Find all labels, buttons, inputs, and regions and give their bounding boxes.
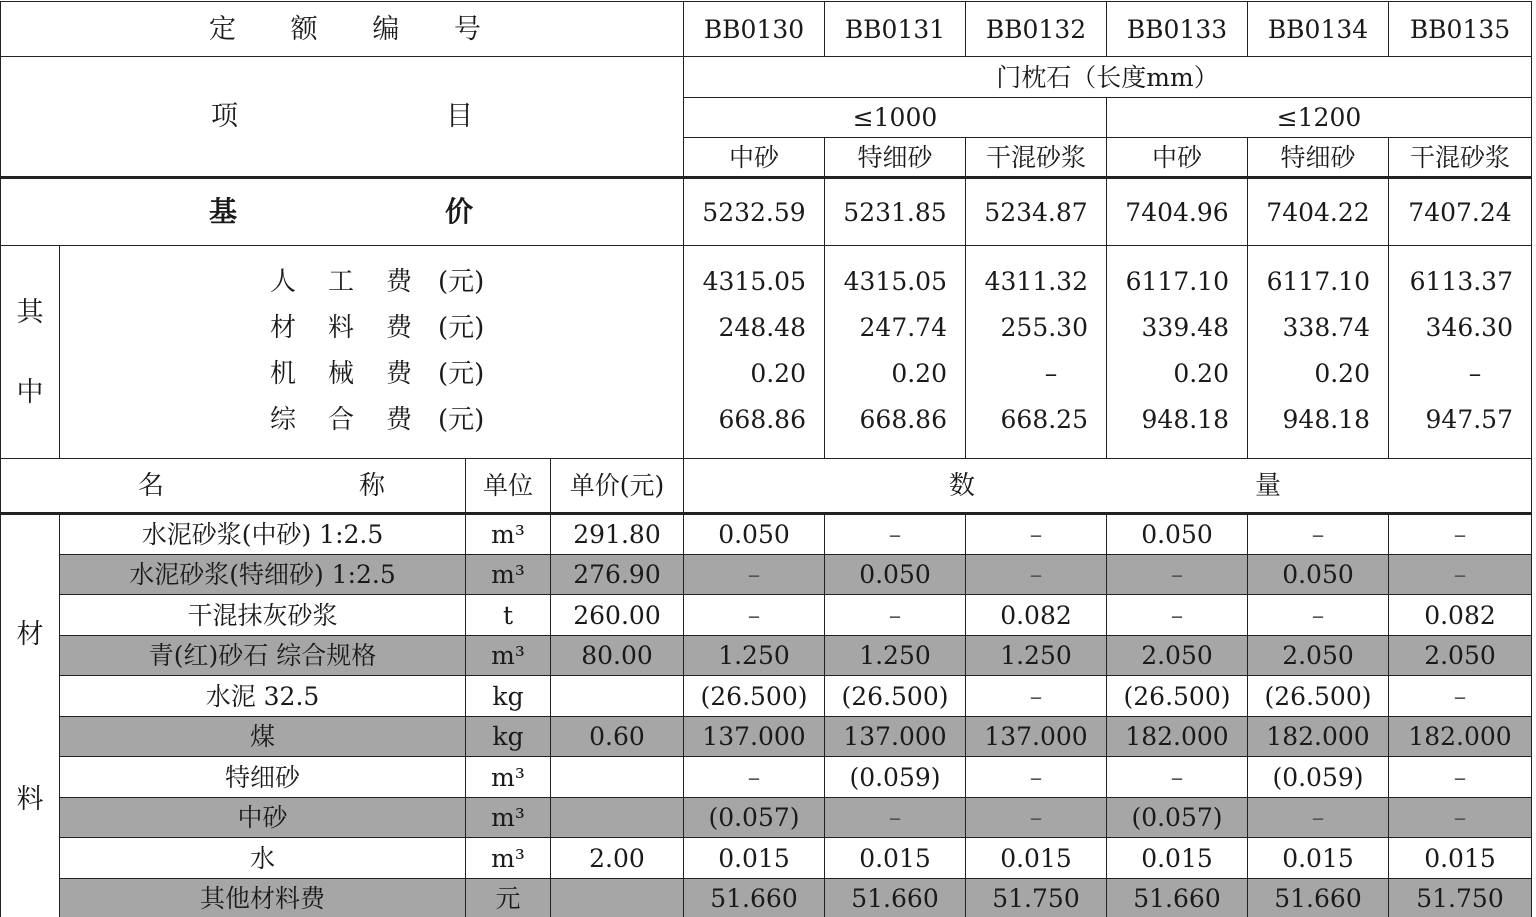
fee-value: 0.20	[891, 359, 947, 388]
fee-value: 338.74	[1282, 313, 1370, 342]
material-qty: 51.660	[825, 879, 966, 917]
material-qty: –	[1389, 514, 1532, 555]
material-qty: 0.015	[684, 838, 825, 879]
material-price: 276.90	[551, 555, 684, 595]
material-price: 291.80	[551, 514, 684, 555]
base-price-value: 7407.24	[1389, 178, 1532, 246]
group-title: 门枕石（长度mm）	[684, 57, 1532, 98]
material-price	[551, 757, 684, 798]
material-qty: –	[1248, 798, 1389, 838]
base-price-label-char: 基	[209, 195, 238, 228]
material-qty: 0.015	[825, 838, 966, 879]
sand-type: 特细砂	[825, 138, 966, 178]
quota-code: BB0131	[825, 2, 966, 57]
item-row-1	[1, 57, 1532, 98]
length-group: ≤1200	[1107, 98, 1532, 138]
fee-value: 255.30	[1000, 313, 1088, 342]
material-qty: 0.050	[684, 514, 825, 555]
quota-table	[0, 1, 1532, 917]
fee-value: 0.20	[1173, 359, 1229, 388]
material-name: 水泥砂浆(特细砂) 1:2.5	[60, 555, 466, 595]
name-header-cell	[1, 459, 466, 514]
material-qty: 51.750	[966, 879, 1107, 917]
fee-value: 6117.10	[1266, 267, 1370, 296]
base-price-label	[1, 195, 683, 228]
length-group: ≤1000	[684, 98, 1107, 138]
material-name: 中砂	[60, 798, 466, 838]
material-qty: 1.250	[684, 636, 825, 676]
fee-value: 668.86	[718, 405, 806, 434]
item-label	[1, 103, 683, 130]
code-label-char: 编	[372, 13, 400, 45]
name-header-char: 称	[358, 470, 385, 501]
material-qty: (0.057)	[1107, 798, 1248, 838]
material-qty: 51.660	[1248, 879, 1389, 917]
material-qty: (26.500)	[825, 676, 966, 717]
item-label-cell	[1, 57, 684, 178]
code-label-char: 额	[290, 13, 318, 45]
material-qty: (26.500)	[1248, 676, 1389, 717]
material-unit: m³	[466, 514, 551, 555]
materials-side-char: 料	[16, 783, 44, 815]
material-qty: –	[1107, 757, 1248, 798]
fee-name-material: 材 料 费 (元)	[269, 313, 485, 343]
quota-code: BB0134	[1248, 2, 1389, 57]
breakdown-column	[825, 246, 966, 459]
material-qty: –	[1389, 676, 1532, 717]
material-qty: 2.050	[1107, 636, 1248, 676]
material-qty: –	[1248, 514, 1389, 555]
material-row	[1, 595, 1532, 636]
material-qty: (0.057)	[684, 798, 825, 838]
material-qty: 0.082	[966, 595, 1107, 636]
material-qty: (26.500)	[684, 676, 825, 717]
fee-value: 0.20	[750, 359, 806, 388]
breakdown-column	[1389, 246, 1532, 459]
breakdown-side-char: 中	[16, 376, 44, 408]
material-name: 干混抹灰砂浆	[60, 595, 466, 636]
fee-value: 948.18	[1282, 405, 1370, 434]
material-qty: –	[1107, 555, 1248, 595]
material-unit: m³	[466, 798, 551, 838]
material-unit: kg	[466, 717, 551, 757]
material-row	[1, 555, 1532, 595]
fee-value: 948.18	[1141, 405, 1229, 434]
unit-header: 单位	[466, 459, 551, 514]
material-row	[1, 717, 1532, 757]
material-qty: –	[966, 555, 1107, 595]
material-qty: –	[966, 514, 1107, 555]
price-header: 单价(元)	[551, 459, 684, 514]
material-row	[1, 879, 1532, 917]
material-qty: 0.015	[1107, 838, 1248, 879]
name-header	[1, 470, 465, 501]
material-qty: 0.050	[825, 555, 966, 595]
item-label-char: 目	[446, 101, 473, 132]
code-row	[1, 2, 1532, 57]
fee-value: 4311.32	[984, 267, 1088, 296]
code-label-cell	[1, 2, 684, 57]
material-row	[1, 514, 1532, 555]
breakdown-column	[966, 246, 1107, 459]
material-price: 2.00	[551, 838, 684, 879]
base-price-value: 5234.87	[966, 178, 1107, 246]
base-price-value: 5232.59	[684, 178, 825, 246]
qty-header-char: 量	[1254, 470, 1281, 501]
sand-type: 中砂	[1107, 138, 1248, 178]
material-qty: –	[684, 757, 825, 798]
breakdown-column	[1248, 246, 1389, 459]
material-qty: 182.000	[1107, 717, 1248, 757]
fee-value: 668.86	[859, 405, 947, 434]
material-qty: 51.750	[1389, 879, 1532, 917]
name-header-char: 名	[138, 470, 165, 501]
material-qty: –	[966, 798, 1107, 838]
code-label-char: 定	[209, 13, 236, 45]
material-row	[1, 838, 1532, 879]
base-price-value: 7404.22	[1248, 178, 1389, 246]
fee-value: 6113.37	[1409, 267, 1513, 296]
breakdown-side-label	[1, 246, 60, 459]
material-unit: t	[466, 595, 551, 636]
material-qty: 0.015	[1389, 838, 1532, 879]
material-qty: –	[684, 555, 825, 595]
material-qty: 1.250	[966, 636, 1107, 676]
item-label-char: 项	[211, 101, 238, 132]
material-qty: –	[966, 676, 1107, 717]
quota-code: BB0133	[1107, 2, 1248, 57]
material-qty: 0.050	[1248, 555, 1389, 595]
material-row	[1, 676, 1532, 717]
qty-header-char: 数	[949, 470, 976, 501]
material-row	[1, 757, 1532, 798]
base-price-label-char: 价	[444, 195, 473, 228]
material-qty: (0.059)	[825, 757, 966, 798]
material-unit: m³	[466, 555, 551, 595]
material-qty: 2.050	[1248, 636, 1389, 676]
fee-value: 4315.05	[843, 267, 947, 296]
material-name: 其他材料费	[60, 879, 466, 917]
fee-value: 248.48	[718, 313, 806, 342]
sand-type: 干混砂浆	[966, 138, 1107, 178]
material-qty: 0.050	[1107, 514, 1248, 555]
breakdown-column	[1107, 246, 1248, 459]
material-price: 260.00	[551, 595, 684, 636]
material-qty: 51.660	[684, 879, 825, 917]
breakdown-row	[1, 246, 1532, 459]
material-qty: 182.000	[1248, 717, 1389, 757]
materials-side-char: 材	[16, 618, 44, 650]
material-name: 水泥砂浆(中砂) 1:2.5	[60, 514, 466, 555]
fee-name-composite: 综 合 费 (元)	[269, 405, 485, 435]
fee-value: –	[1468, 359, 1482, 388]
material-qty: –	[1248, 595, 1389, 636]
fee-name-machine: 机 械 费 (元)	[269, 359, 485, 389]
material-qty: 2.050	[1389, 636, 1532, 676]
materials-body	[1, 514, 1532, 917]
material-qty: 0.015	[1248, 838, 1389, 879]
breakdown-side-char: 其	[16, 296, 44, 328]
quota-code: BB0130	[684, 2, 825, 57]
material-price	[551, 879, 684, 917]
material-unit: m³	[466, 757, 551, 798]
quota-code: BB0132	[966, 2, 1107, 57]
fee-value: 247.74	[859, 313, 947, 342]
material-qty: –	[684, 595, 825, 636]
material-price: 0.60	[551, 717, 684, 757]
fee-name-labor: 人 工 费 (元)	[269, 267, 485, 297]
material-name: 青(红)砂石 综合规格	[60, 636, 466, 676]
material-qty: 182.000	[1389, 717, 1532, 757]
base-price-row	[1, 178, 1532, 246]
breakdown-column	[684, 246, 825, 459]
material-qty: 51.660	[1107, 879, 1248, 917]
sand-type: 特细砂	[1248, 138, 1389, 178]
material-qty: 1.250	[825, 636, 966, 676]
base-price-value: 5231.85	[825, 178, 966, 246]
fee-value: 346.30	[1425, 313, 1513, 342]
sand-type: 中砂	[684, 138, 825, 178]
material-qty: –	[825, 595, 966, 636]
material-unit: kg	[466, 676, 551, 717]
fee-value: –	[1044, 359, 1058, 388]
material-qty: (0.059)	[1248, 757, 1389, 798]
material-unit: m³	[466, 838, 551, 879]
qty-header	[684, 470, 1531, 501]
material-row	[1, 636, 1532, 676]
fee-value: 4315.05	[702, 267, 806, 296]
fee-value: 668.25	[1000, 405, 1088, 434]
material-qty: –	[1389, 555, 1532, 595]
quota-code: BB0135	[1389, 2, 1532, 57]
qty-header-cell	[684, 459, 1532, 514]
fee-value: 6117.10	[1125, 267, 1229, 296]
materials-side-label	[1, 514, 60, 917]
material-qty: –	[825, 798, 966, 838]
code-label-char: 号	[453, 13, 481, 45]
material-unit: m³	[466, 636, 551, 676]
material-qty: –	[1389, 798, 1532, 838]
material-qty: 0.015	[966, 838, 1107, 879]
code-label	[1, 13, 683, 45]
material-unit: 元	[466, 879, 551, 917]
material-name: 煤	[60, 717, 466, 757]
material-name: 水	[60, 838, 466, 879]
material-price	[551, 676, 684, 717]
material-qty: 137.000	[966, 717, 1107, 757]
material-row	[1, 798, 1532, 838]
material-qty: –	[825, 514, 966, 555]
material-name: 水泥 32.5	[60, 676, 466, 717]
material-qty: –	[966, 757, 1107, 798]
fee-value: 339.48	[1141, 313, 1229, 342]
material-qty: 0.082	[1389, 595, 1532, 636]
materials-header-row	[1, 459, 1532, 514]
material-qty: –	[1389, 757, 1532, 798]
material-price: 80.00	[551, 636, 684, 676]
material-qty: 137.000	[684, 717, 825, 757]
sand-type: 干混砂浆	[1389, 138, 1532, 178]
base-price-value: 7404.96	[1107, 178, 1248, 246]
base-price-label-cell	[1, 178, 684, 246]
material-price	[551, 798, 684, 838]
material-name: 特细砂	[60, 757, 466, 798]
material-qty: 137.000	[825, 717, 966, 757]
material-qty: (26.500)	[1107, 676, 1248, 717]
material-qty: –	[1107, 595, 1248, 636]
fee-value: 947.57	[1425, 405, 1513, 434]
breakdown-names	[60, 246, 684, 459]
fee-value: 0.20	[1314, 359, 1370, 388]
